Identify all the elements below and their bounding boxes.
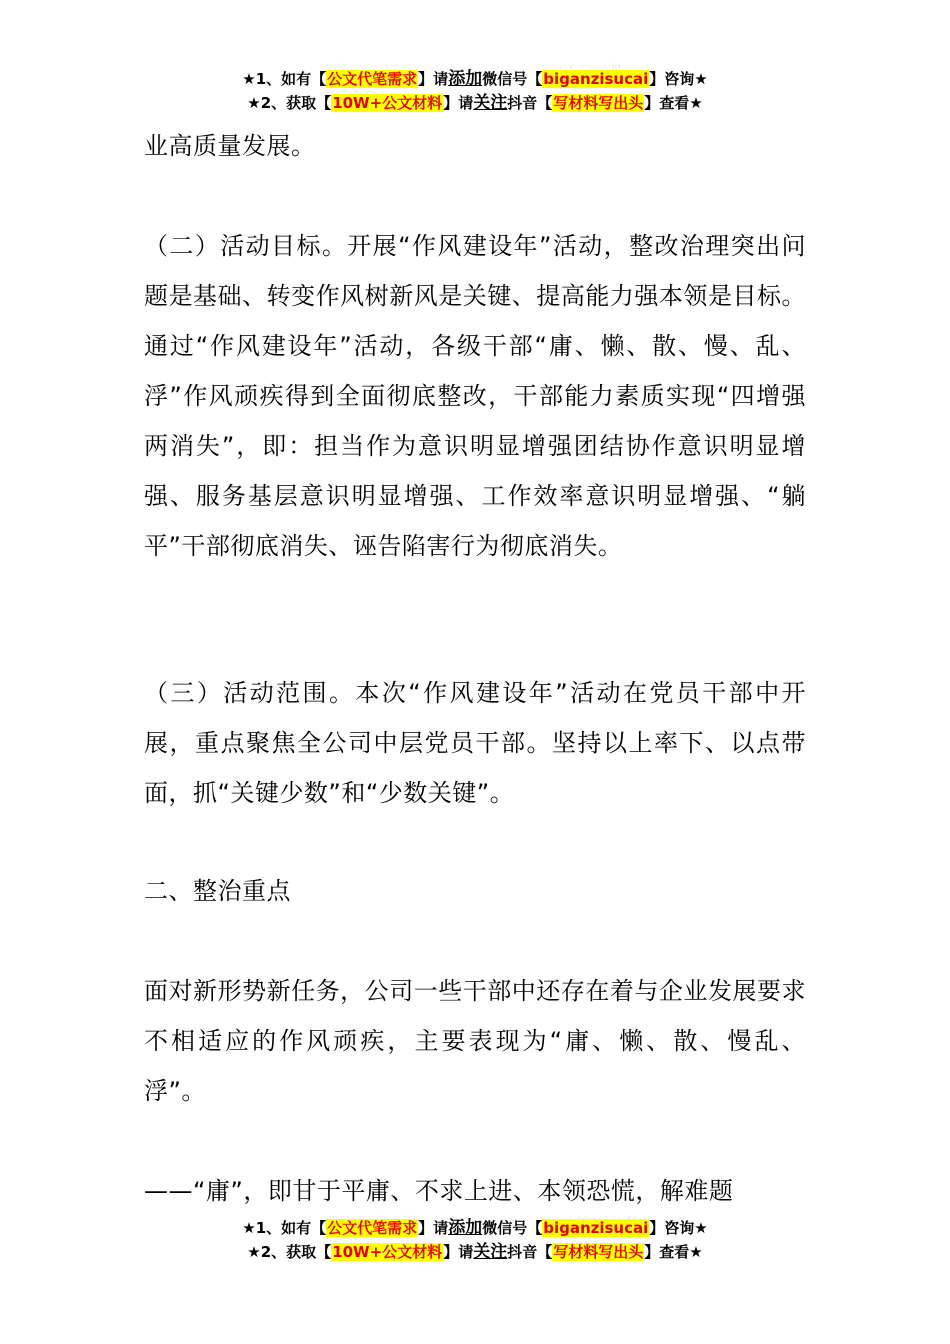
paragraph-text: ——“庸”，即甘于平庸、不求上进、本领恐慌，解难题: [144, 1177, 734, 1205]
top-banner: [0, 67, 950, 115]
banner-text: 】请: [443, 94, 474, 112]
banner-underline: 添加: [448, 69, 483, 89]
banner-text: 】查看★: [644, 1243, 703, 1261]
banner-underline: 添加: [448, 1218, 483, 1238]
paragraph-text: （三）活动范围。本次“作风建设年”活动在党员干部中开展，重点聚焦全公司中层党员干部。坚持以上率下、以点带面，抓“关键少数”和“少数关键”。: [144, 679, 806, 807]
banner-text: ★2、获取【: [247, 1243, 332, 1261]
banner-text: 】请: [443, 1243, 474, 1261]
banner-highlight: 公文代笔需求: [327, 70, 418, 88]
banner-underline: 关注: [473, 93, 508, 113]
banner-text: 抖音【: [507, 1243, 553, 1261]
issues-paragraph: [144, 966, 806, 1116]
banner-text: 】咨询★: [649, 1219, 708, 1237]
banner-text: 】查看★: [644, 94, 703, 112]
banner-text: ★1、如有【: [242, 70, 327, 88]
banner-highlight: 10W+公文材料: [332, 1243, 443, 1261]
item-line: [144, 1166, 806, 1216]
paragraph-text: 业高质量发展。: [144, 132, 316, 160]
banner-text: 】咨询★: [649, 70, 708, 88]
paragraph-text: （二）活动目标。开展“作风建设年”活动，整改治理突出问题是基础、转变作风树新风是关键、提高能力强本领是目标。通过“作风建设年”活动，各级干部“庸、懒、散、慢、乱、浮”作风顽疾得到全面彻底整改，干部能力素质实现“四增强两消失”，即：担当作为意识明显增强团结协作意识明显增强、服务基层意识明显增强、工作效率意识明显增强、“躺平”干部彻底消失、诬告陷害行为彻底消失。: [144, 232, 806, 560]
banner-text: 微信号【: [482, 70, 543, 88]
heading-text: 二、整治重点: [144, 877, 291, 905]
paragraph-text: 面对新形势新任务，公司一些干部中还存在着与企业发展要求不相适应的作风顽疾，主要表现为“庸、懒、散、慢乱、浮”。: [144, 977, 806, 1105]
banner-line-1: [0, 1216, 950, 1240]
banner-text: ★2、获取【: [247, 94, 332, 112]
banner-line-1: [0, 67, 950, 91]
banner-highlight: biganzisucai: [543, 1219, 649, 1237]
continuation-paragraph: [144, 121, 806, 171]
banner-line-2: [0, 1240, 950, 1264]
banner-text: ★1、如有【: [242, 1219, 327, 1237]
banner-highlight: 写材料写出头: [553, 1243, 644, 1261]
banner-text: 抖音【: [507, 94, 553, 112]
banner-line-2: [0, 91, 950, 115]
bottom-banner: [0, 1216, 950, 1264]
scope-paragraph: [144, 668, 806, 818]
banner-text: 微信号【: [482, 1219, 543, 1237]
banner-highlight: 写材料写出头: [553, 94, 644, 112]
goal-paragraph: [144, 221, 806, 571]
banner-underline: 关注: [473, 1242, 508, 1262]
banner-highlight: 公文代笔需求: [327, 1219, 418, 1237]
banner-text: 】请: [418, 70, 449, 88]
banner-text: 】请: [418, 1219, 449, 1237]
section-heading: [144, 866, 806, 916]
banner-highlight: biganzisucai: [543, 70, 649, 88]
banner-highlight: 10W+公文材料: [332, 94, 443, 112]
